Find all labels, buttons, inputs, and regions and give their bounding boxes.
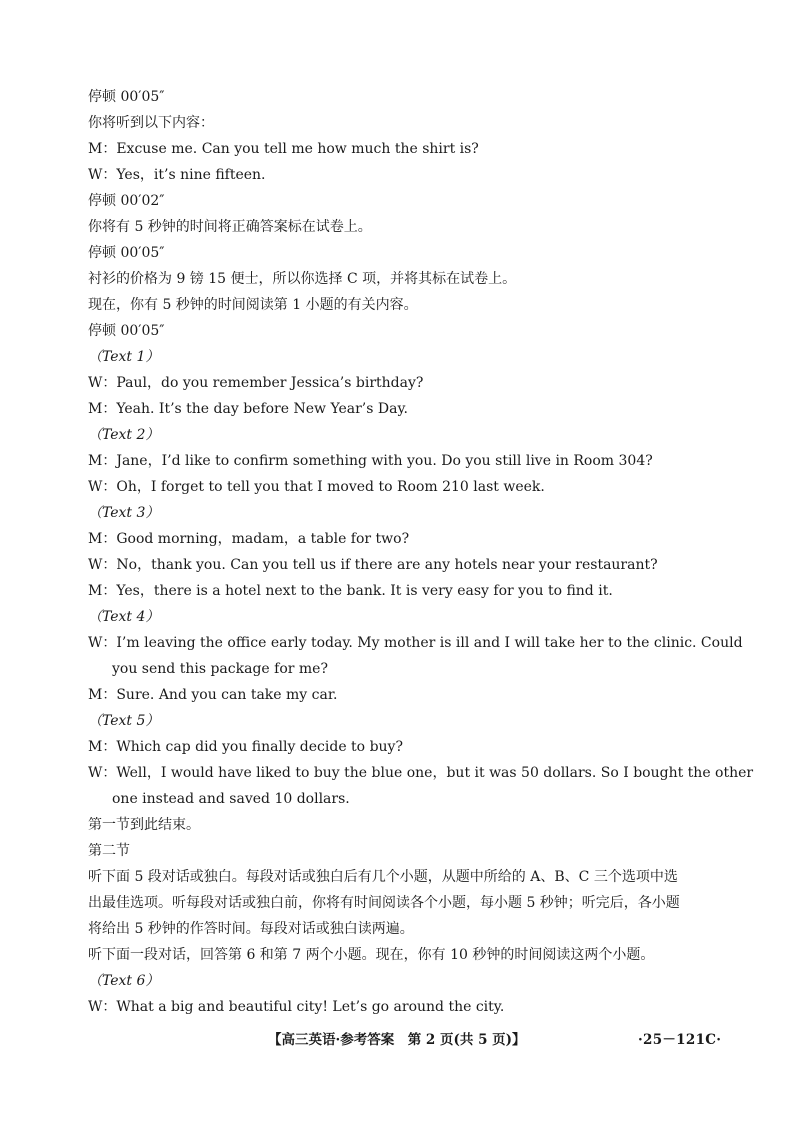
dialogue-line: M：Sure. And you can take my car.	[88, 687, 338, 703]
dialogue-line: W：I’m leaving the office early today. My mother is ill and I will take her to the clinic. Could	[88, 635, 743, 651]
pause-line: 停顿 00′05″	[88, 245, 165, 261]
dialogue-line: W：What a big and beautiful city! Let’s go around the city.	[88, 999, 505, 1015]
dialogue-line: M：Good morning，madam，a table for two?	[88, 531, 410, 547]
text-heading: （Text 2）	[88, 427, 160, 443]
instruction-line: 将给出 5 秒钟的作答时间。每段对话或独白读两遍。	[88, 921, 414, 937]
footer-title: 【高三英语·参考答案 第 2 页(共 5 页)】	[268, 1032, 526, 1048]
instruction-line: 你将有 5 秒钟的时间将正确答案标在试卷上。	[88, 219, 372, 235]
footer-code: ·25－121C·	[638, 1032, 722, 1048]
pause-line: 停顿 00′02″	[88, 193, 165, 209]
dialogue-line: M：Jane，I’d like to confirm something with you. Do you still live in Room 304?	[88, 453, 653, 469]
text-heading: （Text 5）	[88, 713, 160, 729]
instruction-line: 衬衫的价格为 9 镑 15 便士，所以你选择 C 项，并将其标在试卷上。	[88, 271, 517, 287]
dialogue-line: W：Yes，it’s nine fifteen.	[88, 167, 266, 183]
dialogue-line: W：Well，I would have liked to buy the blue one，but it was 50 dollars. So I bought the other	[88, 765, 754, 781]
document-body	[88, 84, 754, 1020]
dialogue-line: M：Yeah. It’s the day before New Year’s Day.	[88, 401, 408, 417]
dialogue-line: M：Which cap did you finally decide to buy?	[88, 739, 403, 755]
instruction-line: 出最佳选项。听每段对话或独白前，你将有时间阅读各个小题，每小题 5 秒钟；听完后，各小题	[88, 895, 680, 911]
section-heading: 第二节	[88, 843, 130, 859]
pause-line: 停顿 00′05″	[88, 89, 165, 105]
pause-line: 停顿 00′05″	[88, 323, 165, 339]
instruction-line: 你将听到以下内容：	[88, 115, 214, 131]
instruction-line: 现在，你有 5 秒钟的时间阅读第 1 小题的有关内容。	[88, 297, 418, 313]
dialogue-line: W：Paul，do you remember Jessica’s birthday?	[88, 375, 424, 391]
dialogue-continuation: one instead and saved 10 dollars.	[112, 791, 350, 807]
text-heading: （Text 4）	[88, 609, 160, 625]
text-heading: （Text 3）	[88, 505, 160, 521]
instruction-line: 听下面 5 段对话或独白。每段对话或独白后有几个小题，从题中所给的 A、B、C 三个选项中选	[88, 869, 678, 885]
section-end-line: 第一节到此结束。	[88, 817, 200, 833]
dialogue-line: W：Oh，I forget to tell you that I moved to Room 210 last week.	[88, 479, 545, 495]
text-heading: （Text 6）	[88, 973, 160, 989]
text-heading: （Text 1）	[88, 349, 160, 365]
page-footer	[0, 1028, 800, 1052]
dialogue-line: M：Yes，there is a hotel next to the bank. It is very easy for you to find it.	[88, 583, 613, 599]
dialogue-line: M：Excuse me. Can you tell me how much the shirt is?	[88, 141, 479, 157]
dialogue-line: W：No，thank you. Can you tell us if there are any hotels near your restaurant?	[88, 557, 658, 573]
instruction-line: 听下面一段对话，回答第 6 和第 7 两个小题。现在，你有 10 秒钟的时间阅读这两个小题。	[88, 947, 655, 963]
dialogue-continuation: you send this package for me?	[112, 661, 328, 677]
